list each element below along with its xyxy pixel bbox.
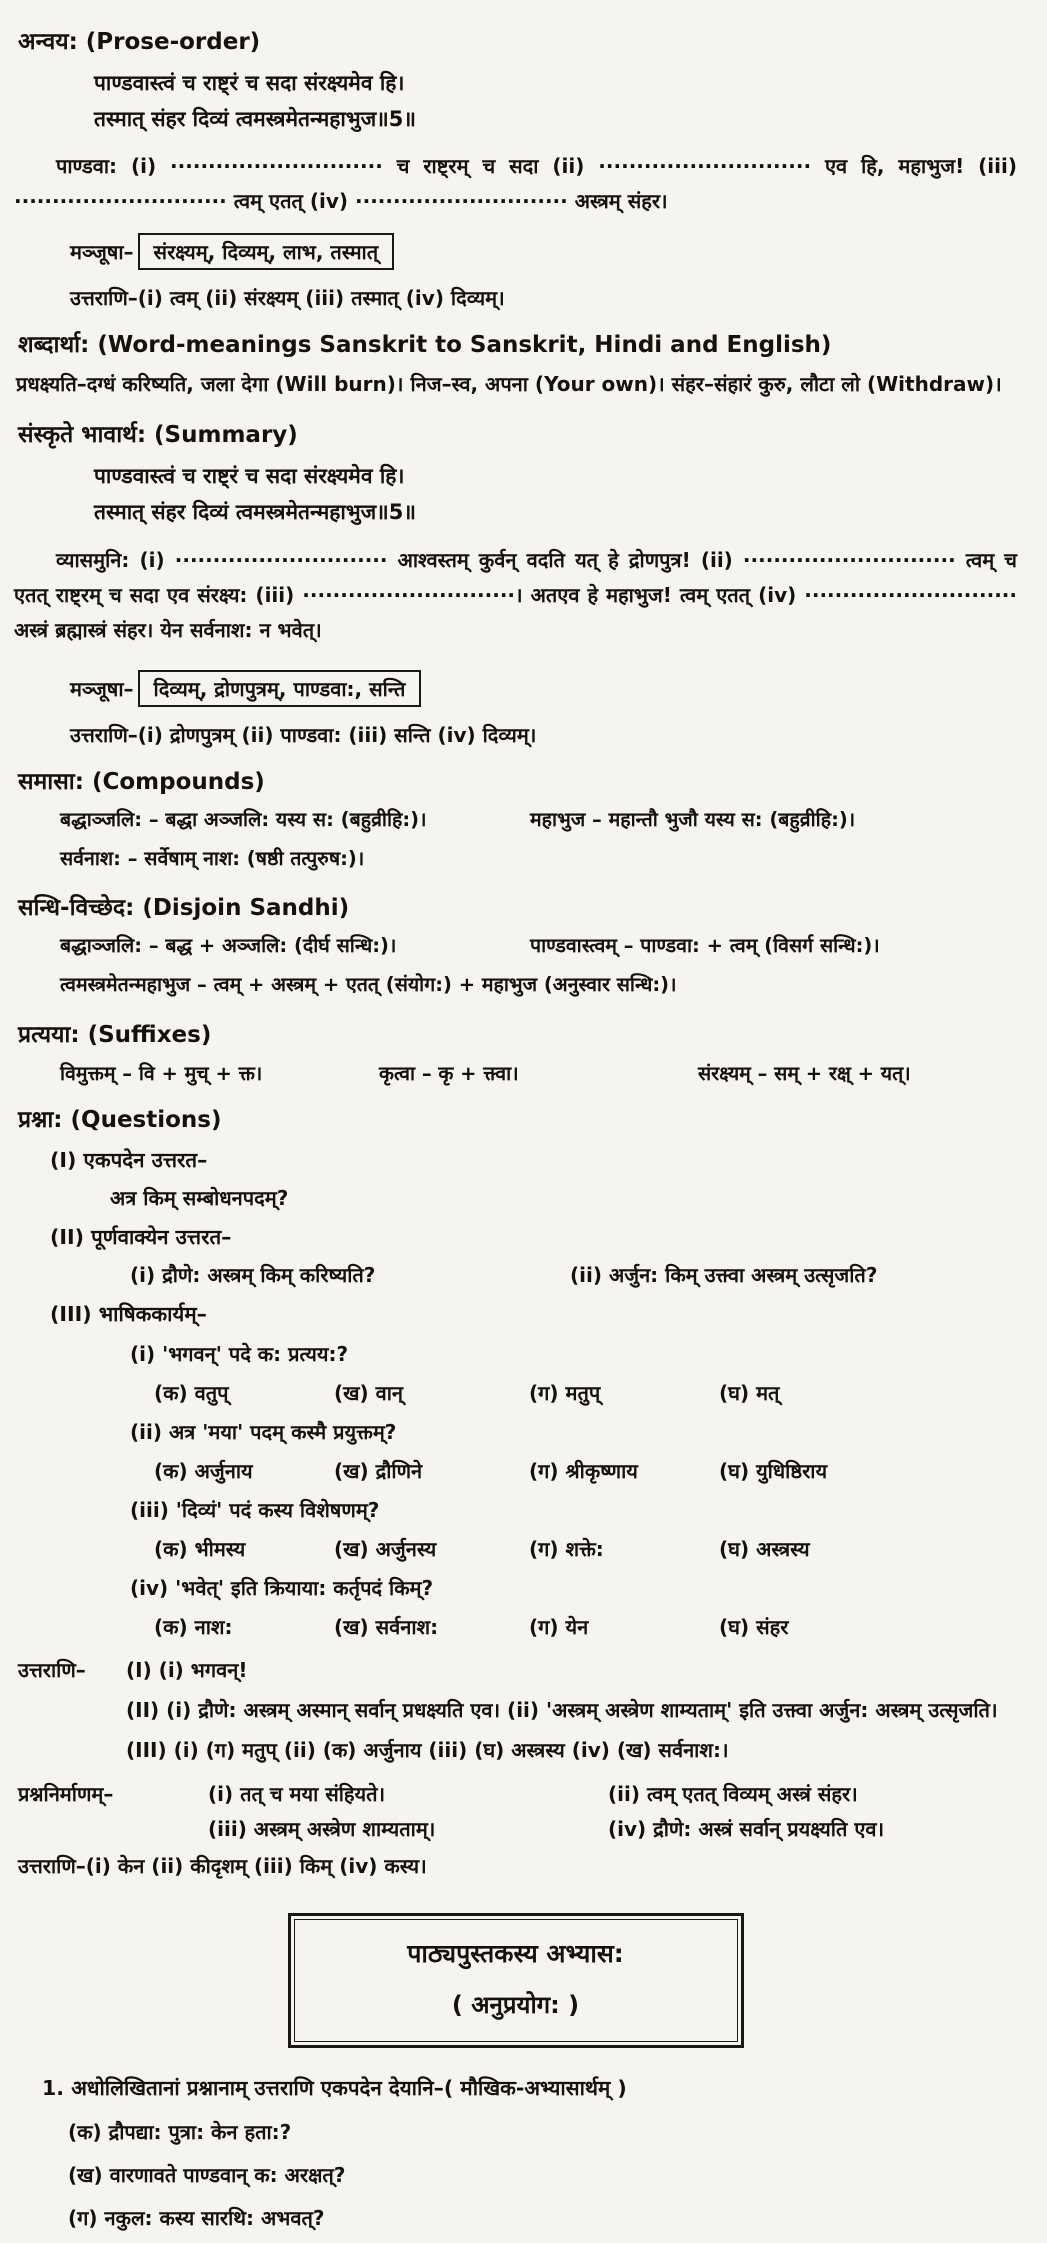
sandhi-item: बद्धाञ्जलि: – बद्ध + अञ्जलि: (दीर्घ सन्धि:)। bbox=[60, 934, 397, 958]
sandhi-item: त्वमस्त्रमेतन्महाभुज – त्वम् + अस्त्रम् + एतत् (संयोग:) + महाभुज (अनुस्वार सन्धि:)। bbox=[60, 973, 677, 997]
samasa-row-1 bbox=[60, 804, 1017, 835]
section-heading-anvaya: अन्वय: (Prose-order) bbox=[18, 29, 261, 55]
section-heading-bhavartha: संस्कृते भावार्थ: (Summary) bbox=[18, 422, 298, 449]
section-heading-prashna: प्रश्ना: (Questions) bbox=[18, 1106, 222, 1133]
mcq-option: (घ) संहर bbox=[719, 1614, 789, 1639]
mcq-option: (ग) येन bbox=[529, 1614, 589, 1639]
manjusha-row-1 bbox=[70, 233, 1017, 270]
bhavartha-answers-line: उत्तराणि–(i) द्रोणपुत्रम् (ii) पाण्डवा: (iii) सन्ति (iv) दिव्यम्। bbox=[70, 722, 537, 747]
prashnanirmanam-label: प्रश्ननिर्माणम्– bbox=[18, 1781, 114, 1806]
textbook-exercise-box bbox=[288, 1913, 744, 2048]
exercise-box-title: पाठ्यपुस्तकस्य अभ्यास: bbox=[407, 1938, 624, 1968]
bhavartha-fill-in-blanks: व्यासमुनि: (i) ···························· आश्वस्तम् कुर्वन् वदति यत् हे द्रोणपुत्र! (ii) ···························· त्वम् च एतत् राष्ट्रम् च सदा एव संरक्ष्य: (iii) ····························। अतएव हे महाभुज! त्वम् एतत् (iv) ···························· अस्त्रं ब्रह्मास्त्रं संहर। येन सर्वनाश: न भवेत्। bbox=[14, 547, 1017, 642]
mcq-option: (ग) श्रीकृष्णाय bbox=[529, 1458, 638, 1483]
answers-label: उत्तराणि– bbox=[18, 1657, 86, 1682]
mcq-option: (ग) शक्ते: bbox=[529, 1536, 604, 1561]
mcq-option: (क) भीमस्य bbox=[154, 1536, 246, 1561]
exercise-question-ka: (क) द्रौपद्या: पुत्रा: केन हता:? bbox=[68, 2119, 292, 2144]
answers-block bbox=[18, 1654, 1017, 1774]
samasa-row-2 bbox=[60, 843, 1017, 874]
exercise-question-ga: (ग) नकुल: कस्य सारथि: अभवत्? bbox=[68, 2205, 325, 2230]
mcq-question-1: (i) 'भगवन्' पदे क: प्रत्यय:? bbox=[130, 1341, 349, 1366]
manjusha-row-2 bbox=[70, 670, 1017, 707]
sandhi-row-1 bbox=[60, 930, 1017, 961]
mcq-option: (ग) मतुप् bbox=[529, 1380, 601, 1405]
question-2i: (i) द्रौणे: अस्त्रम् किम् करिष्यति? bbox=[130, 1262, 376, 1287]
answers-line-1: (I) (i) भगवन्! bbox=[126, 1657, 248, 1682]
question-1-text: अत्र किम् सम्बोधनपदम्? bbox=[110, 1185, 289, 1210]
mcq-options-4 bbox=[154, 1613, 1017, 1640]
verse-shloka bbox=[94, 66, 1017, 137]
question-group-2-items bbox=[14, 1261, 1017, 1288]
manjusha-label-2: मञ्जूषा– bbox=[70, 676, 134, 701]
mcq-option: (घ) मत् bbox=[719, 1380, 780, 1405]
section-heading-sandhi: सन्धि-विच्छेद: (Disjoin Sandhi) bbox=[18, 895, 350, 922]
verse-line-2: तस्मात् संहर दिव्यं त्वमस्त्रमेतन्महाभुज॥5॥ bbox=[94, 106, 416, 131]
mcq-option: (ख) द्रौणिने bbox=[334, 1458, 423, 1483]
exercise-instruction: 1. अधोलिखितानां प्रश्नानाम् उत्तराणि एकपदेन देयानि–( मौखिक-अभ्यासार्थम् ) bbox=[42, 2075, 627, 2100]
mcq-question-4: (iv) 'भवेत्' इति क्रियाया: कर्तृपदं किम्? bbox=[130, 1575, 434, 1600]
samasa-item: बद्धाञ्जलि: – बद्धा अञ्जलि: यस्य स: (बहुव्रीहि:)। bbox=[60, 807, 427, 831]
verse-line-1: पाण्डवास्त्वं च राष्ट्रं च सदा संरक्ष्यमेव हि। bbox=[94, 71, 405, 95]
mcq-option: (क) अर्जुनाय bbox=[154, 1458, 253, 1483]
prashnanirmanam-item: (iv) द्रौणे: अस्त्रं सर्वान् प्रयक्ष्यति एव। bbox=[608, 1816, 885, 1841]
manjusha-word-box: संरक्ष्यम्, दिव्यम्, लाभ, तस्मात् bbox=[138, 233, 395, 270]
mcq-question-3: (iii) 'दिव्यं' पदं कस्य विशेषणम्? bbox=[130, 1497, 380, 1522]
pratyaya-row bbox=[60, 1059, 1017, 1086]
answers-line-3: (III) (i) (ग) मतुप् (ii) (क) अर्जुनाय (iii) (घ) अस्त्रस्य (iv) (ख) सर्वनाश:। bbox=[126, 1737, 729, 1762]
answers-line-2: (II) (i) द्रौणे: अस्त्रम् अस्मान् सर्वान् प्रधक्ष्यति एव। (ii) 'अस्त्रम् अस्त्रेण शाम्यताम्' इति उक्त्वा अर्जुन: अस्त्रम् उत्सृजति। bbox=[126, 1697, 998, 1722]
mcq-options-1 bbox=[154, 1379, 1017, 1406]
verse-shloka-repeat bbox=[94, 459, 1017, 530]
verse-line-1-repeat: पाण्डवास्त्वं च राष्ट्रं च सदा संरक्ष्यमेव हि। bbox=[94, 464, 405, 489]
samasa-item: सर्वनाश: – सर्वेषाम् नाश: (षष्ठी तत्पुरुष:)। bbox=[60, 846, 365, 870]
question-group-2-label: (II) पूर्णवाक्येन उत्तरत– bbox=[50, 1224, 232, 1249]
prashnanirmanam-row-1 bbox=[14, 1780, 1017, 1807]
pratyaya-item: कृत्वा – कृ + क्त्वा। bbox=[379, 1061, 519, 1085]
mcq-option: (ख) सर्वनाश: bbox=[334, 1614, 439, 1639]
pratyaya-item: संरक्ष्यम् – सम् + रक्ष् + यत्। bbox=[698, 1061, 911, 1085]
prashnanirmanam-item: (i) तत् च मया संहियते। bbox=[208, 1781, 386, 1806]
mcq-option: (ख) वान् bbox=[334, 1380, 404, 1405]
manjusha-label: मञ्जूषा– bbox=[70, 240, 134, 265]
anvaya-fill-in-blanks: पाण्डवा: (i) ···························· च राष्ट्रम् च सदा (ii) ···························· एव हि, महाभुज! (iii) ···························· त्वम् एतत् (iv) ···························· अस्त्रम् संहर। bbox=[14, 154, 1017, 214]
sandhi-row-2 bbox=[60, 969, 1017, 1000]
mcq-options-3 bbox=[154, 1535, 1017, 1562]
section-heading-samasa: समासा: (Compounds) bbox=[18, 768, 265, 795]
exercise-box-subtitle: ( अनुप्रयोग: ) bbox=[451, 1990, 580, 2019]
mcq-option: (घ) युधिष्ठिराय bbox=[719, 1458, 828, 1483]
mcq-option: (क) नाश: bbox=[154, 1614, 233, 1639]
section-heading-pratyaya: प्रत्यया: (Suffixes) bbox=[18, 1021, 212, 1048]
prashnanirmanam-row-2 bbox=[14, 1815, 1017, 1842]
pratyaya-item: विमुक्तम् – वि + मुच् + क्त। bbox=[60, 1061, 263, 1085]
final-answers-line: उत्तराणि–(i) केन (ii) कीदृशम् (iii) किम् (iv) कस्य। bbox=[18, 1853, 427, 1878]
word-meanings-text: प्रधक्ष्यति–दग्धं करिष्यति, जला देगा (Will burn)। निज–स्व, अपना (Your own)। संहर–संहारं कुरु, लौटा लो (Withdraw)। bbox=[16, 372, 1002, 397]
sandhi-item: पाण्डवास्त्वम् – पाण्डवा: + त्वम् (विसर्ग सन्धि:)। bbox=[530, 934, 880, 958]
mcq-option: (क) वतुप् bbox=[154, 1380, 229, 1405]
question-2ii: (ii) अर्जुन: किम् उक्त्वा अस्त्रम् उत्सृजति? bbox=[570, 1262, 878, 1287]
mcq-option: (ख) अर्जुनस्य bbox=[334, 1536, 437, 1561]
mcq-options-2 bbox=[154, 1457, 1017, 1484]
prashnanirmanam-item: (iii) अस्त्रम् अस्त्रेण शाम्यताम्। bbox=[208, 1816, 436, 1841]
prashnanirmanam-item: (ii) त्वम् एतत् विव्यम् अस्त्रं संहर। bbox=[608, 1781, 858, 1806]
anvaya-answers-line: उत्तराणि–(i) त्वम् (ii) संरक्ष्यम् (iii) तस्मात् (iv) दिव्यम्। bbox=[70, 286, 505, 311]
question-group-3-label: (III) भाषिककार्यम्– bbox=[50, 1301, 207, 1326]
verse-line-2-repeat: तस्मात् संहर दिव्यं त्वमस्त्रमेतन्महाभुज॥5॥ bbox=[94, 500, 416, 525]
mcq-question-2: (ii) अत्र 'मया' पदम् कस्मै प्रयुक्तम्? bbox=[130, 1419, 397, 1444]
exercise-question-kha: (ख) वारणावते पाण्डवान् क: अरक्षत्? bbox=[68, 2162, 346, 2187]
samasa-item: महाभुज – महान्तौ भुजौ यस्य स: (बहुव्रीहि:)। bbox=[530, 807, 856, 831]
question-group-1-label: (I) एकपदेन उत्तरत– bbox=[50, 1147, 208, 1172]
manjusha-word-box-2: दिव्यम्, द्रोणपुत्रम्, पाण्डवा:, सन्ति bbox=[138, 670, 422, 707]
mcq-option: (घ) अस्त्रस्य bbox=[719, 1536, 810, 1561]
section-heading-shabdartha: शब्दार्था: (Word-meanings Sanskrit to Sanskrit, Hindi and English) bbox=[18, 332, 832, 359]
